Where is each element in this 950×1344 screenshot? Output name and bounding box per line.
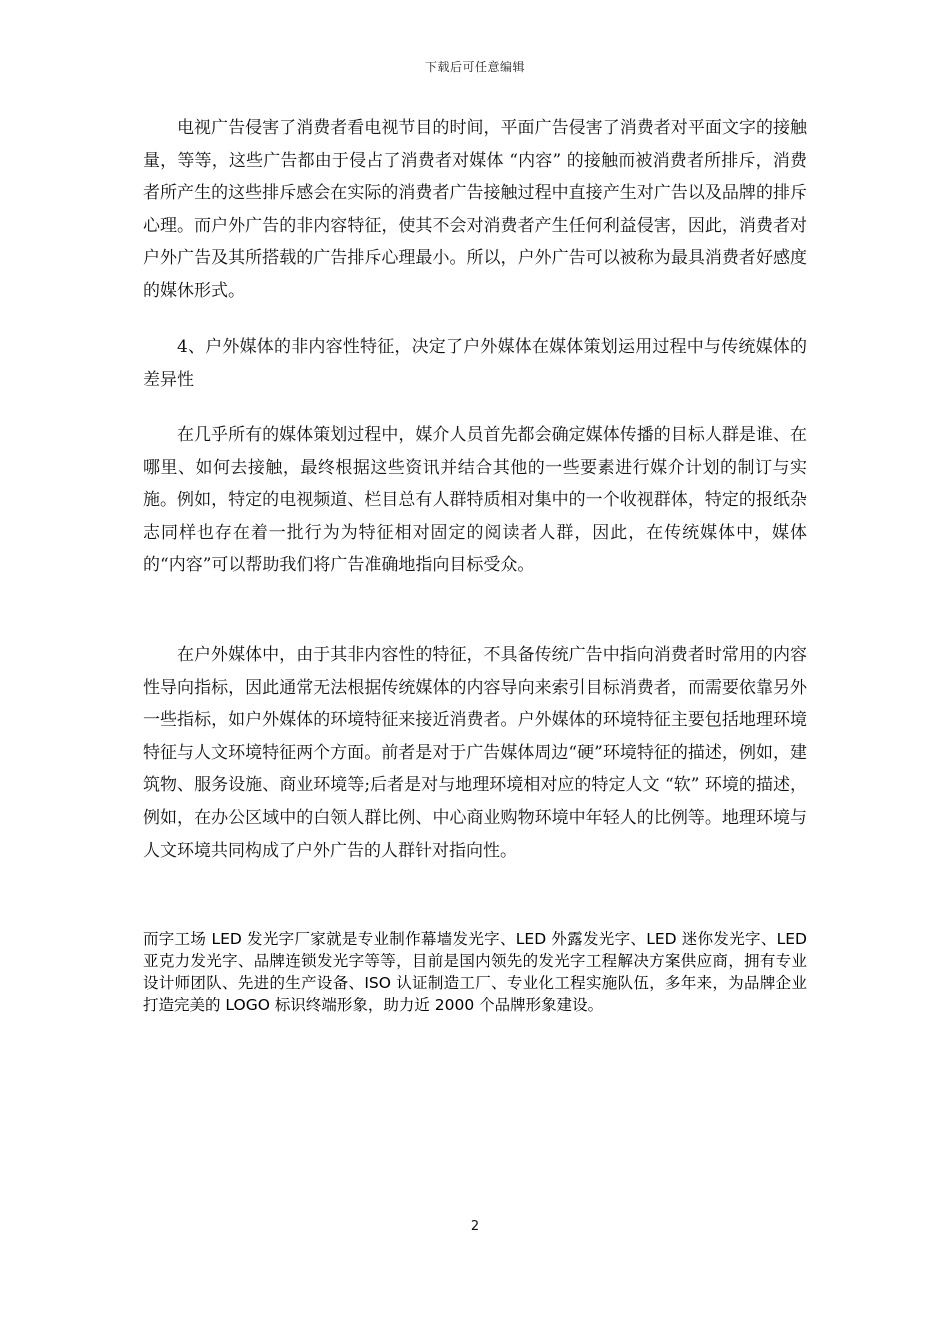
advertisement-block <box>143 928 807 1016</box>
body-paragraph-4 <box>143 639 807 867</box>
paragraph-text: 在户外媒体中，由于其非内容性的特征，不具备传统广告中指向消费者时常用的内容性导向指标，因此通常无法根据传统媒体的内容导向来索引目标消费者，而需要依靠另外一些指标，如户外媒体的环境特征来接近消费者。户外媒体的环境特征主要包括地理环境特征与人文环境特征两个方面。前者是对于广告媒体周边“硬”环境特征的描述，例如，建筑物、服务设施、商业环境等;后者是对与地理环境相对应的特定人文 “软” 环境的描述，例如，在办公区域中的白领人群比例、中心商业购物环境中年轻人的比例等。地理环境与人文环境共同构成了户外广告的人群针对指向性。 <box>143 645 807 861</box>
body-paragraph-3 <box>143 419 807 582</box>
paragraph-text: 电视广告侵害了消费者看电视节目的时间，平面广告侵害了消费者对平面文字的接触量，等等，这些广告都由于侵占了消费者对媒体 “内容” 的接触而被消费者所排斥，消费者所产生的这些排斥感会在实际的消费者广告接触过程中直接产生对广告以及品牌的排斥心理。而户外广告的非内容特征，使其不会对消费者产生任何利益侵害，因此，消费者对户外广告及其所搭载的广告排斥心理最小。所以，户外广告可以被称为最具消费者好感度的媒休形式。 <box>143 118 807 301</box>
body-paragraph-1 <box>143 112 807 308</box>
section-heading-4 <box>143 331 807 396</box>
paragraph-text: 在几乎所有的媒体策划过程中，媒介人员首先都会确定媒体传播的目标人群是谁、在哪里、如何去接触，最终根据这些资讯并结合其他的一些要素进行媒介计划的制订与实施。例如，特定的电视频道、栏目总有人群特质相对集中的一个收视群体，特定的报纸杂志同样也存在着一批行为为特征相对固定的阅读者人群，因此，在传统媒体中，媒体的“内容”可以帮助我们将广告准确地指向目标受众。 <box>143 425 807 576</box>
section-heading-text: 4、户外媒体的非内容性特征，决定了户外媒体在媒体策划运用过程中与传统媒体的差异性 <box>143 337 807 390</box>
advertisement-text: 而字工场 LED 发光字厂家就是专业制作幕墙发光字、LED 外露发光字、LED 迷你发光字、LED 亚克力发光字、品牌连锁发光字等等，目前是国内领先的发光字工程解决方案供应商，拥有专业设计师团队、先进的生产设备、ISO 认证制造工厂、专业化工程实施队伍，多年来，为品牌企业打造完美的 LOGO 标识终端形象，助力近 2000 个品牌形象建设。 <box>143 930 807 1014</box>
page-number: 2 <box>470 1219 480 1234</box>
page-header: 下载后可任意编辑 <box>424 60 525 74</box>
